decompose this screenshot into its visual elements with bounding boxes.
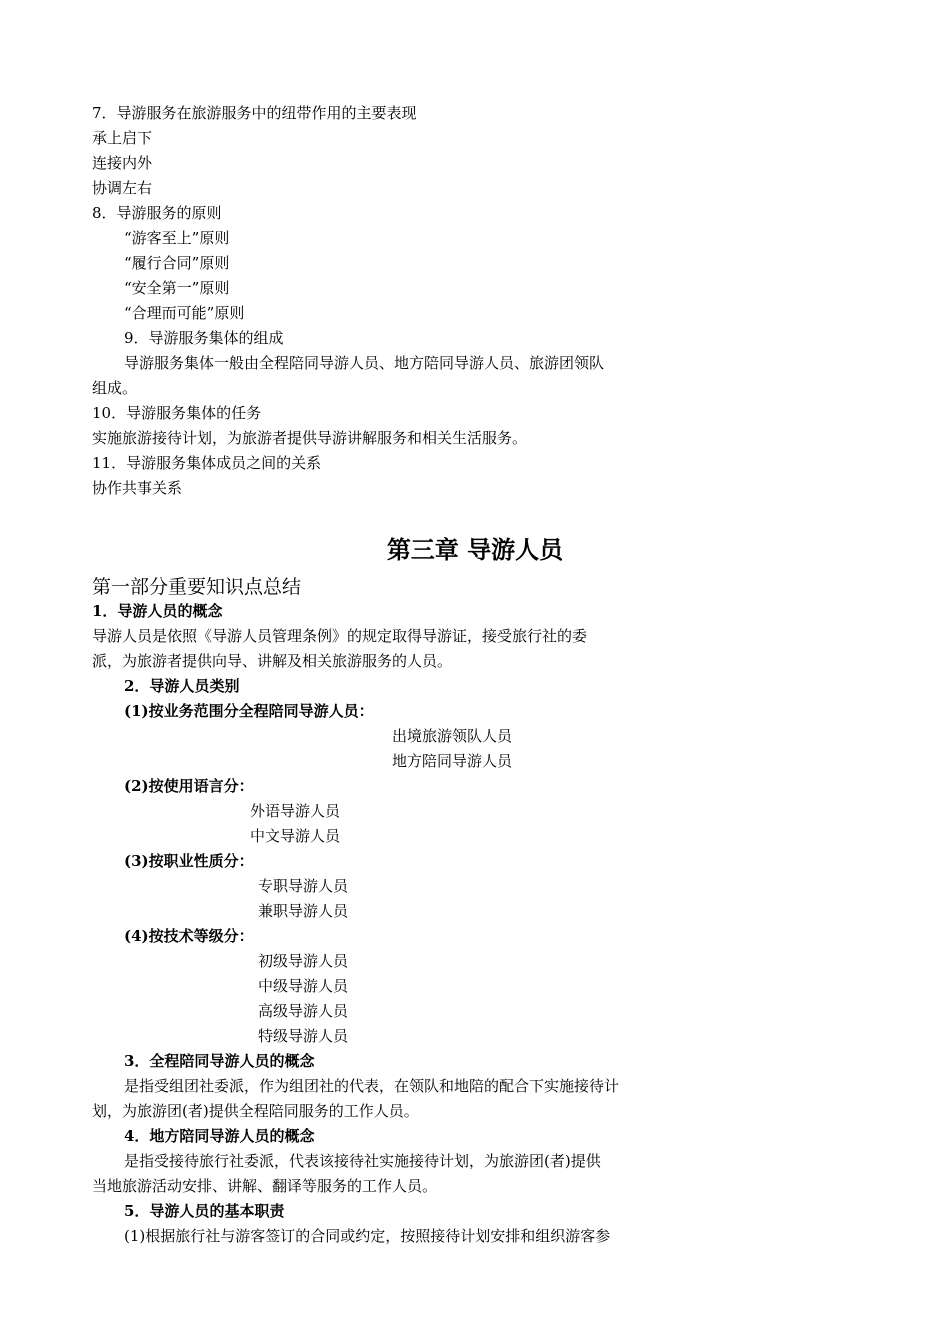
category-line: 初级导游人员 [258,952,349,970]
paragraph-line: (1)根据旅行社与游客签订的合同或约定，按照接待计划安排和组织游客参 [124,1227,611,1245]
category-line: 高级导游人员 [258,1002,349,1020]
item-5-heading: 5．导游人员的基本职责 [124,1202,285,1220]
category-line: 特级导游人员 [258,1027,349,1045]
paragraph-line: 派，为旅游者提供向导、讲解及相关旅游服务的人员。 [92,652,453,670]
paragraph-line: 导游服务集体一般由全程陪同导游人员、地方陪同导游人员、旅游团领队 [124,354,605,372]
principle-line: “安全第一”原则 [124,279,230,297]
sub-heading: (1)按业务范围分全程陪同导游人员： [124,702,374,720]
paragraph-line: 导游人员是依照《导游人员管理条例》的规定取得导游证，接受旅行社的委 [92,627,588,645]
item-7-heading: 7．导游服务在旅游服务中的纽带作用的主要表现 [92,104,417,122]
category-line: 中文导游人员 [250,827,341,845]
item-8-heading: 8．导游服务的原则 [92,204,222,222]
paragraph-line: 是指受接待旅行社委派，代表该接待社实施接待计划，为旅游团(者)提供 [124,1152,601,1170]
principle-line: “履行合同”原则 [124,254,230,272]
paragraph-line: 当地旅游活动安排、讲解、翻译等服务的工作人员。 [92,1177,438,1195]
category-line: 出境旅游领队人员 [392,727,513,745]
sub-heading: (4)按技术等级分： [124,927,254,945]
paragraph-line: 组成。 [92,379,138,397]
category-line: 专职导游人员 [258,877,349,895]
category-line: 兼职导游人员 [258,902,349,920]
item-11-heading: 11．导游服务集体成员之间的关系 [92,454,322,472]
paragraph-line: 是指受组团社委派，作为组团社的代表，在领队和地陪的配合下实施接待计 [124,1077,620,1095]
item-3-heading: 3．全程陪同导游人员的概念 [124,1052,315,1070]
principle-line: “合理而可能”原则 [124,304,245,322]
principle-line: “游客至上”原则 [124,229,230,247]
item-2-heading: 2．导游人员类别 [124,677,240,695]
sub-heading: (2)按使用语言分： [124,777,254,795]
category-line: 中级导游人员 [258,977,349,995]
item-10-heading: 10．导游服务集体的任务 [92,404,262,422]
sub-heading: (3)按职业性质分： [124,852,254,870]
paragraph-line: 划，为旅游团(者)提供全程陪同服务的工作人员。 [92,1102,419,1120]
category-line: 地方陪同导游人员 [392,752,513,770]
section-title: 第一部分重要知识点总结 [92,576,302,598]
paragraph-line: 协作共事关系 [92,479,183,497]
item-4-heading: 4．地方陪同导游人员的概念 [124,1127,315,1145]
item-9-heading: 9．导游服务集体的组成 [124,329,284,347]
text-line: 连接内外 [92,154,153,172]
category-line: 外语导游人员 [250,802,341,820]
chapter-title: 第三章 导游人员 [386,536,564,564]
text-line: 承上启下 [92,129,153,147]
item-1-heading: 1．导游人员的概念 [92,602,223,620]
text-line: 协调左右 [92,179,153,197]
paragraph-line: 实施旅游接待计划，为旅游者提供导游讲解服务和相关生活服务。 [92,429,528,447]
